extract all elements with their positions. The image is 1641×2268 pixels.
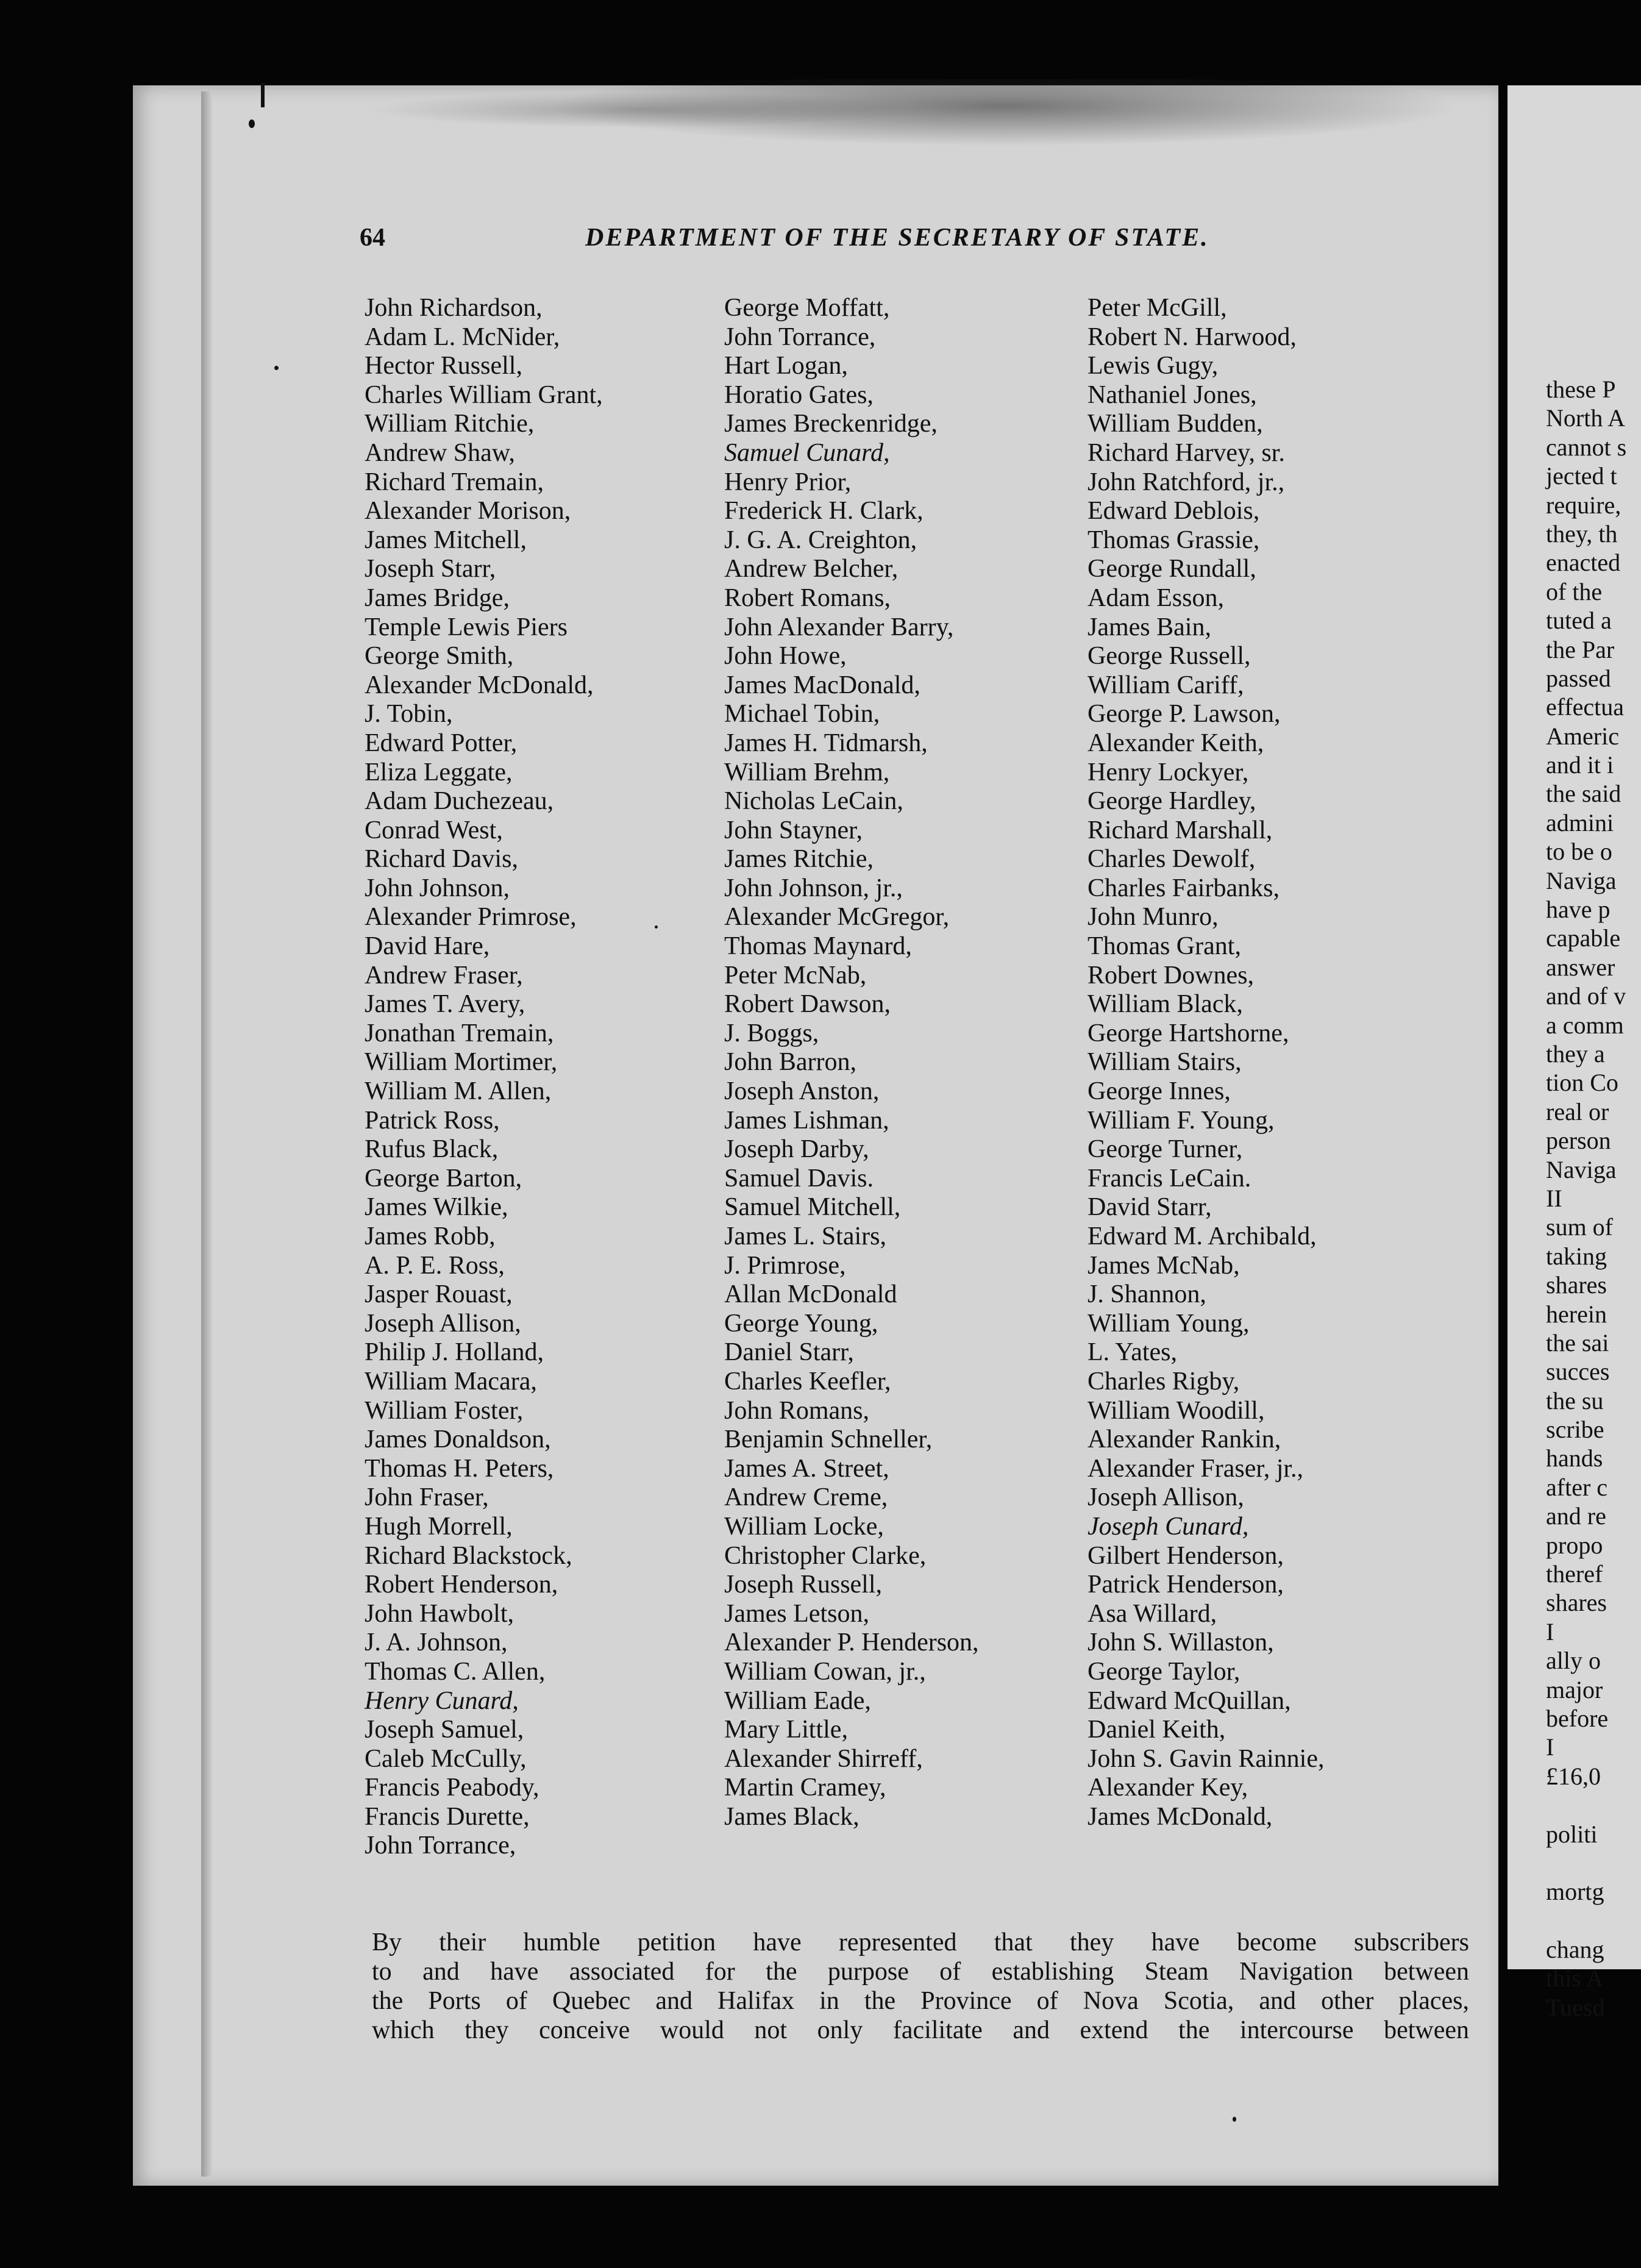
name-entry: John Howe, bbox=[724, 642, 847, 671]
name-entry: Robert Romans, bbox=[724, 583, 891, 612]
name-entry: George Moffatt, bbox=[724, 294, 890, 322]
name-entry: William F. Young, bbox=[1087, 1106, 1275, 1135]
adjacent-line: I bbox=[1546, 1617, 1554, 1646]
name-entry: Nicholas LeCain, bbox=[724, 787, 903, 816]
name-entry: William Cowan, jr., bbox=[724, 1657, 926, 1686]
adjacent-line: before bbox=[1546, 1704, 1609, 1732]
name-entry: Edward Potter, bbox=[365, 729, 518, 757]
name-entry: William Cariff, bbox=[1087, 671, 1244, 699]
name-entry: Peter McNab, bbox=[724, 961, 867, 990]
adjacent-line: and it i bbox=[1546, 751, 1614, 779]
name-entry: Alexander Shirreff, bbox=[724, 1744, 923, 1773]
adjacent-line: passed bbox=[1546, 664, 1611, 692]
ink-speck bbox=[249, 119, 255, 128]
name-entry: Alexander McDonald, bbox=[365, 671, 594, 699]
name-entry: John Alexander Barry, bbox=[724, 613, 954, 641]
name-entry: John Romans, bbox=[724, 1396, 870, 1425]
name-entry: Henry Lockyer, bbox=[1087, 758, 1249, 786]
adjacent-line: they, th bbox=[1546, 519, 1618, 547]
name-entry: John Fraser, bbox=[365, 1483, 489, 1512]
adjacent-line: to be o bbox=[1546, 838, 1612, 866]
name-entry: Christopher Clarke, bbox=[724, 1541, 927, 1570]
name-entry: Alexander Rankin, bbox=[1087, 1425, 1281, 1454]
name-entry: John Ratchford, jr., bbox=[1087, 468, 1285, 496]
name-entry: Hugh Morrell, bbox=[365, 1512, 513, 1541]
name-entry: John Johnson, bbox=[365, 874, 510, 902]
name-entry: George Turner, bbox=[1087, 1135, 1243, 1164]
name-entry: James MacDonald, bbox=[724, 671, 920, 699]
name-entry: Robert N. Harwood, bbox=[1087, 323, 1297, 351]
name-entry: Richard Tremain, bbox=[365, 468, 544, 496]
name-entry: James Wilkie, bbox=[365, 1193, 508, 1222]
name-entry: Andrew Shaw, bbox=[365, 438, 515, 467]
adjacent-line: and re bbox=[1546, 1502, 1606, 1530]
name-entry: Michael Tobin, bbox=[724, 700, 880, 729]
adjacent-line: have p bbox=[1546, 896, 1611, 924]
adjacent-line: major bbox=[1546, 1675, 1603, 1703]
adjacent-line: mortg bbox=[1546, 1878, 1604, 1906]
adjacent-line: the Par bbox=[1546, 635, 1615, 663]
name-entry: William Woodill, bbox=[1087, 1396, 1265, 1425]
adjacent-line: ally o bbox=[1546, 1647, 1601, 1675]
name-entry: John Stayner, bbox=[724, 816, 863, 844]
name-entry: John Munro, bbox=[1087, 903, 1219, 932]
adjacent-line: require, bbox=[1546, 491, 1621, 519]
name-entry: J. A. Johnson, bbox=[365, 1628, 508, 1657]
name-entry: Mary Little, bbox=[724, 1716, 848, 1744]
adjacent-line: the su bbox=[1546, 1386, 1604, 1414]
name-entry: Francis Peabody, bbox=[365, 1774, 539, 1802]
name-entry: James Ritchie, bbox=[724, 845, 874, 874]
adjacent-line: tuted a bbox=[1546, 607, 1612, 635]
name-entry: Samuel Davis. bbox=[724, 1164, 874, 1193]
name-entry: Joseph Cunard, bbox=[1087, 1512, 1249, 1541]
name-entry: William Black, bbox=[1087, 990, 1243, 1019]
name-entry: Alexander Primrose, bbox=[365, 903, 577, 932]
ink-speck bbox=[1233, 2117, 1236, 2122]
name-entry: William Foster, bbox=[365, 1396, 524, 1425]
name-entry: Thomas Grant, bbox=[1087, 932, 1241, 961]
name-entry: Hart Logan, bbox=[724, 352, 848, 380]
name-entry: James McNab, bbox=[1087, 1251, 1240, 1280]
name-entry: James McDonald, bbox=[1087, 1802, 1273, 1831]
name-entry: William Stairs, bbox=[1087, 1048, 1242, 1077]
name-entry: Francis Durette, bbox=[365, 1802, 530, 1831]
name-entry: Henry Cunard, bbox=[365, 1686, 519, 1715]
adjacent-line: sum of bbox=[1546, 1213, 1613, 1241]
ink-speck bbox=[655, 925, 658, 929]
name-entry: L. Yates, bbox=[1087, 1338, 1178, 1367]
adjacent-line: taking bbox=[1546, 1242, 1607, 1270]
name-entry: Peter McGill, bbox=[1087, 294, 1227, 322]
name-entry: Richard Blackstock, bbox=[365, 1541, 572, 1570]
adjacent-line: admini bbox=[1546, 808, 1614, 836]
name-entry: Alexander McGregor, bbox=[724, 903, 950, 932]
name-entry: James Lishman, bbox=[724, 1106, 889, 1135]
name-entry: William M. Allen, bbox=[365, 1077, 552, 1106]
name-entry: Gilbert Henderson, bbox=[1087, 1541, 1284, 1570]
name-entry: David Starr, bbox=[1087, 1193, 1212, 1222]
adjacent-line bbox=[1546, 1791, 1626, 1819]
adjacent-line: enacted bbox=[1546, 549, 1621, 577]
name-entry: Samuel Mitchell, bbox=[724, 1193, 901, 1222]
name-entry: Alexander Morison, bbox=[365, 497, 571, 526]
name-entry: Frederick H. Clark, bbox=[724, 497, 924, 526]
name-entry: James Bridge, bbox=[365, 583, 510, 612]
name-entry: Benjamin Schneller, bbox=[724, 1425, 933, 1454]
adjacent-line: North A bbox=[1546, 404, 1625, 432]
name-entry: J. Tobin, bbox=[365, 700, 453, 729]
name-entry: John Torrance, bbox=[365, 1831, 516, 1860]
name-entry: Richard Marshall, bbox=[1087, 816, 1273, 844]
name-entry: Temple Lewis Piers bbox=[365, 613, 568, 641]
name-entry: Adam L. McNider, bbox=[365, 323, 560, 351]
name-entry: Philip J. Holland, bbox=[365, 1338, 544, 1367]
name-entry: Martin Cramey, bbox=[724, 1774, 886, 1802]
name-entry: Henry Prior, bbox=[724, 468, 852, 496]
name-entry: George Russell, bbox=[1087, 642, 1251, 671]
adjacent-line: capable bbox=[1546, 924, 1621, 952]
name-entry: Charles Rigby, bbox=[1087, 1367, 1240, 1396]
name-entry: Horatio Gates, bbox=[724, 380, 874, 409]
adjacent-line: the said bbox=[1546, 780, 1621, 808]
top-smudge-secondary bbox=[366, 91, 914, 128]
name-entry: Robert Henderson, bbox=[365, 1571, 558, 1599]
adjacent-line: of the bbox=[1546, 577, 1603, 605]
name-entry: Andrew Fraser, bbox=[365, 961, 523, 990]
name-entry: Charles Fairbanks, bbox=[1087, 874, 1280, 902]
name-entry: James A. Street, bbox=[724, 1454, 889, 1483]
name-entry: James Black, bbox=[724, 1802, 860, 1831]
name-entry: Robert Dawson, bbox=[724, 990, 891, 1019]
name-entry: Rufus Black, bbox=[365, 1135, 499, 1164]
name-entry: James Breckenridge, bbox=[724, 410, 938, 438]
page-binding-edge bbox=[201, 91, 212, 2177]
name-entry: Patrick Henderson, bbox=[1087, 1571, 1284, 1599]
petition-line: to and have associated for the purpose of establishing Steam Navigation between bbox=[372, 1958, 1469, 1986]
adjacent-line bbox=[1546, 1849, 1626, 1877]
name-entry: Conrad West, bbox=[365, 816, 503, 844]
petition-paragraph bbox=[372, 1928, 1469, 2045]
name-entry: Joseph Anston, bbox=[724, 1077, 880, 1106]
adjacent-line: a comm bbox=[1546, 1011, 1624, 1039]
adjacent-line: they a bbox=[1546, 1040, 1605, 1068]
name-entry: Asa Willard, bbox=[1087, 1599, 1217, 1628]
name-entry: Francis LeCain. bbox=[1087, 1164, 1251, 1193]
name-entry: Alexander P. Henderson, bbox=[724, 1628, 979, 1657]
name-entry: George Taylor, bbox=[1087, 1657, 1241, 1686]
name-entry: Richard Davis, bbox=[365, 845, 518, 874]
name-entry: Daniel Keith, bbox=[1087, 1716, 1226, 1744]
adjacent-line: these P bbox=[1546, 376, 1616, 403]
name-entry: James L. Stairs, bbox=[724, 1222, 886, 1250]
adjacent-page-strip bbox=[1508, 85, 1641, 2021]
name-entry: Charles Keefler, bbox=[724, 1367, 891, 1396]
names-column-2 bbox=[724, 294, 979, 1831]
name-entry: Thomas H. Peters, bbox=[365, 1454, 554, 1483]
adjacent-line: jected t bbox=[1546, 462, 1617, 490]
ink-speck bbox=[274, 366, 279, 370]
name-entry: Joseph Allison, bbox=[365, 1309, 521, 1338]
adjacent-line: after c bbox=[1546, 1473, 1608, 1501]
name-entry: William Locke, bbox=[724, 1512, 884, 1541]
name-entry: Robert Downes, bbox=[1087, 961, 1254, 990]
names-column-1 bbox=[365, 294, 603, 1861]
name-entry: Andrew Belcher, bbox=[724, 555, 899, 583]
adjacent-line: propo bbox=[1546, 1531, 1603, 1559]
adjacent-line: the sai bbox=[1546, 1328, 1609, 1357]
name-entry: John Richardson, bbox=[365, 294, 543, 322]
page-number: 64 bbox=[360, 224, 385, 252]
name-entry: Joseph Samuel, bbox=[365, 1716, 524, 1744]
name-entry: George Hartshorne, bbox=[1087, 1019, 1289, 1047]
name-entry: Eliza Leggate, bbox=[365, 758, 513, 786]
adjacent-page-text bbox=[1546, 375, 1626, 2022]
name-entry: John Hawbolt, bbox=[365, 1599, 514, 1628]
name-entry: William Young, bbox=[1087, 1309, 1250, 1338]
name-entry: James Donaldson, bbox=[365, 1425, 551, 1454]
name-entry: Edward Deblois, bbox=[1087, 497, 1260, 526]
adjacent-line: this A bbox=[1546, 1964, 1604, 1992]
name-entry: Lewis Gugy, bbox=[1087, 352, 1219, 380]
name-entry: Alexander Fraser, jr., bbox=[1087, 1454, 1304, 1483]
name-entry: William Mortimer, bbox=[365, 1048, 558, 1077]
name-entry: George Rundall, bbox=[1087, 555, 1256, 583]
adjacent-line: Naviga bbox=[1546, 866, 1617, 894]
name-entry: James Bain, bbox=[1087, 613, 1211, 641]
name-entry: Daniel Starr, bbox=[724, 1338, 854, 1367]
ink-mark bbox=[261, 83, 265, 107]
adjacent-line: scribe bbox=[1546, 1416, 1604, 1444]
name-entry: James H. Tidmarsh, bbox=[724, 729, 928, 757]
adjacent-line: Naviga bbox=[1546, 1155, 1617, 1183]
petition-line: which they conceive would not only facilitate and extend the intercourse between bbox=[372, 2016, 1469, 2044]
name-entry: Charles Dewolf, bbox=[1087, 845, 1256, 874]
name-entry: George Young, bbox=[724, 1309, 878, 1338]
adjacent-line: effectua bbox=[1546, 693, 1625, 721]
name-entry: Joseph Darby, bbox=[724, 1135, 869, 1164]
adjacent-line: tion Co bbox=[1546, 1069, 1618, 1097]
name-entry: Edward M. Archibald, bbox=[1087, 1222, 1317, 1250]
name-entry: Joseph Starr, bbox=[365, 555, 496, 583]
name-entry: Richard Harvey, sr. bbox=[1087, 438, 1285, 467]
adjacent-line: II bbox=[1546, 1184, 1562, 1212]
adjacent-line bbox=[1546, 1906, 1626, 1935]
name-entry: William Brehm, bbox=[724, 758, 890, 786]
adjacent-line: succes bbox=[1546, 1358, 1610, 1386]
adjacent-line: answer bbox=[1546, 953, 1615, 981]
name-entry: John Johnson, jr., bbox=[724, 874, 903, 902]
name-entry: Thomas Maynard, bbox=[724, 932, 912, 961]
adjacent-line: person bbox=[1546, 1127, 1611, 1155]
name-entry: John Barron, bbox=[724, 1048, 856, 1077]
name-entry: Charles William Grant, bbox=[365, 380, 603, 409]
adjacent-line: Tuesd bbox=[1546, 1993, 1605, 2021]
name-entry: John S. Gavin Rainnie, bbox=[1087, 1744, 1325, 1773]
name-entry: Jasper Rouast, bbox=[365, 1280, 513, 1309]
name-entry: William Macara, bbox=[365, 1367, 537, 1396]
name-entry: Edward McQuillan, bbox=[1087, 1686, 1291, 1715]
name-entry: Andrew Creme, bbox=[724, 1483, 888, 1512]
name-entry: Joseph Russell, bbox=[724, 1571, 883, 1599]
name-entry: Hector Russell, bbox=[365, 352, 522, 380]
adjacent-line: chang bbox=[1546, 1936, 1604, 1964]
name-entry: William Ritchie, bbox=[365, 410, 535, 438]
name-entry: James Mitchell, bbox=[365, 526, 527, 554]
name-entry: J. Primrose, bbox=[724, 1251, 846, 1280]
running-head: DEPARTMENT OF THE SECRETARY OF STATE. bbox=[585, 224, 1209, 252]
adjacent-line: shares bbox=[1546, 1271, 1607, 1299]
name-entry: Jonathan Tremain, bbox=[365, 1019, 554, 1047]
adjacent-line: cannot s bbox=[1546, 433, 1627, 461]
name-entry: Nathaniel Jones, bbox=[1087, 380, 1257, 409]
adjacent-line: and of v bbox=[1546, 982, 1626, 1010]
name-entry: George Smith, bbox=[365, 642, 514, 671]
name-entry: A. P. E. Ross, bbox=[365, 1251, 505, 1280]
page-header bbox=[360, 223, 1274, 260]
name-entry: Alexander Keith, bbox=[1087, 729, 1264, 757]
name-entry: William Eade, bbox=[724, 1686, 871, 1715]
name-entry: Joseph Allison, bbox=[1087, 1483, 1244, 1512]
adjacent-line: politi bbox=[1546, 1820, 1598, 1848]
name-entry: J. Shannon, bbox=[1087, 1280, 1206, 1309]
name-entry: Alexander Key, bbox=[1087, 1774, 1248, 1802]
adjacent-line: herein bbox=[1546, 1300, 1607, 1328]
name-entry: John Torrance, bbox=[724, 323, 876, 351]
name-entry: Patrick Ross, bbox=[365, 1106, 500, 1135]
name-entry: J. G. A. Creighton, bbox=[724, 526, 917, 554]
adjacent-line: hands bbox=[1546, 1444, 1603, 1472]
petition-line: the Ports of Quebec and Halifax in the Province of Nova Scotia, and other places, bbox=[372, 1987, 1469, 2015]
name-entry: George P. Lawson, bbox=[1087, 700, 1281, 729]
name-entry: Caleb McCully, bbox=[365, 1744, 527, 1773]
name-entry: John S. Willaston, bbox=[1087, 1628, 1274, 1657]
name-entry: George Barton, bbox=[365, 1164, 522, 1193]
adjacent-line: shares bbox=[1546, 1589, 1607, 1617]
name-entry: Thomas C. Allen, bbox=[365, 1657, 546, 1686]
name-entry: George Hardley, bbox=[1087, 787, 1256, 816]
adjacent-line: I bbox=[1546, 1733, 1554, 1761]
petition-line: By their humble petition have represented that they have become subscribers bbox=[372, 1928, 1469, 1956]
name-entry: J. Boggs, bbox=[724, 1019, 819, 1047]
name-entry: Allan McDonald bbox=[724, 1280, 897, 1309]
adjacent-line: Americ bbox=[1546, 722, 1619, 750]
adjacent-line: £16,0 bbox=[1546, 1762, 1601, 1790]
name-entry: Samuel Cunard, bbox=[724, 438, 890, 467]
name-entry: Thomas Grassie, bbox=[1087, 526, 1260, 554]
names-column-3 bbox=[1087, 294, 1324, 1831]
adjacent-line: real or bbox=[1546, 1097, 1609, 1125]
name-entry: James Letson, bbox=[724, 1599, 869, 1628]
name-entry: Adam Esson, bbox=[1087, 583, 1224, 612]
name-entry: James Robb, bbox=[365, 1222, 496, 1250]
name-entry: George Innes, bbox=[1087, 1077, 1231, 1106]
name-entry: James T. Avery, bbox=[365, 990, 525, 1019]
name-entry: David Hare, bbox=[365, 932, 490, 961]
name-entry: William Budden, bbox=[1087, 410, 1263, 438]
adjacent-line: theref bbox=[1546, 1560, 1603, 1588]
name-entry: Adam Duchezeau, bbox=[365, 787, 554, 816]
